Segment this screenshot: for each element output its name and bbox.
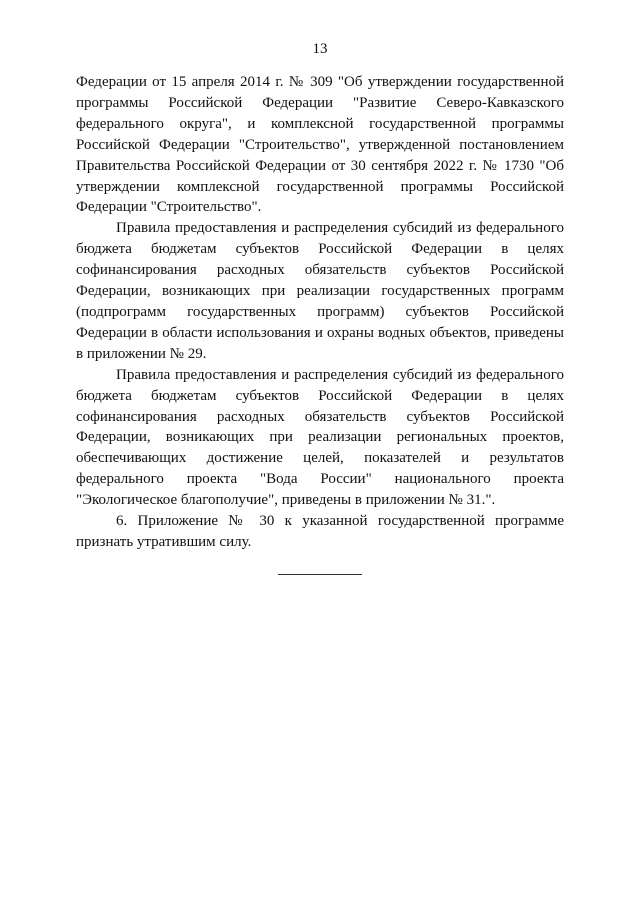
- paragraph-continuation: Федерации от 15 апреля 2014 г. № 309 "Об утверждении государственной программы Российской Федерации "Развитие Северо-Кавказского федерального округа", и комплексной государственной программы Российской Федерации "Строительство", утвержденной постановлением Правительства Российской Федерации от 30 сентября 2022 г. № 1730 "Об утверждении комплексной государственной программы Российской Федерации "Строительство".: [76, 74, 564, 216]
- document-body: [76, 72, 564, 553]
- paragraph-subsidy-rules-water-of-russia: Правила предоставления и распределения субсидий из федерального бюджета бюджетам субъектов Российской Федерации в целях софинансирования расходных обязательств субъектов Российской Федерации, возникающих при реализации региональных проектов, обеспечивающих достижение целей, показателей и результатов федерального проекта "Вода России" национального проекта "Экологическое благополучие", приведены в приложении № 31.".: [76, 366, 564, 509]
- end-separator-line: [278, 574, 362, 575]
- paragraph-appendix-invalidation: 6. Приложение № 30 к указанной государственной программе признать утратившим силу.: [76, 513, 564, 550]
- page-number: 13: [312, 41, 328, 57]
- paragraph-subsidy-rules-water-use: Правила предоставления и распределения субсидий из федерального бюджета бюджетам субъектов Российской Федерации в целях софинансирования расходных обязательств субъектов Российской Федерации, возникающих при реализации государственных программ (подпрограмм государственных программ) субъектов Российской Федерации в области использования и охраны водных объектов, приведены в приложении № 29.: [76, 220, 564, 362]
